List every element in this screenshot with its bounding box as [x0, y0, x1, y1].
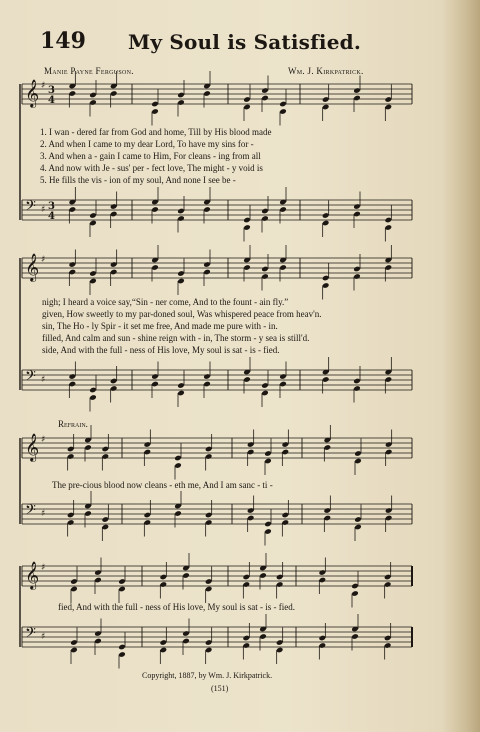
- lyric-line: 1. I wan - dered far from God and home, Till by His blood made: [40, 127, 272, 137]
- sharp-icon: ♯: [41, 205, 46, 215]
- bass-clef-icon: 𝄢: [25, 198, 36, 218]
- sharp-icon: ♯: [41, 375, 46, 385]
- sharp-icon: ♯: [41, 563, 46, 573]
- page-number: (151): [211, 684, 229, 693]
- lyric-line: 3. And when a - gain I came to Him, For cleans - ing from all: [40, 151, 261, 161]
- lyric-line: given, How sweetly to my par-doned soul, Was whispered peace from heav'n.: [42, 309, 322, 319]
- lyric-line: sin, The Ho - ly Spir - it set me free, And made me pure with - in.: [42, 321, 278, 331]
- sharp-icon: ♯: [41, 632, 46, 642]
- treble-clef-icon: 𝄞: [25, 253, 40, 281]
- refrain-lyric-line: The pre-cious blood now cleans - eth me, And I am sanc - ti -: [52, 480, 273, 490]
- bass-clef-icon: 𝄢: [25, 368, 36, 388]
- hymn-number: 149: [40, 28, 86, 54]
- refrain-label: Refrain.: [58, 419, 88, 429]
- verse-lyrics-block-1: [40, 126, 271, 186]
- composer-credit: Wm. J. Kirkpatrick.: [288, 66, 364, 76]
- lyric-line: 2. And when I came to my dear Lord, To have my sins for -: [40, 139, 254, 149]
- treble-clef-icon: 𝄞: [25, 79, 40, 107]
- final-lyric-line: fied, And with the full - ness of His love, My soul is sat - is - fied.: [58, 602, 295, 612]
- bass-clef-icon: 𝄢: [25, 502, 36, 522]
- lyric-line: 5. He fills the vis - ion of my soul, And none I see be -: [40, 175, 236, 185]
- verse-lyrics-block-2: [42, 296, 321, 356]
- copyright-notice: Copyright, 1887, by Wm. J. Kirkpatrick.: [142, 671, 273, 680]
- treble-clef-icon: 𝄞: [25, 561, 40, 589]
- hymn-title: My Soul is Satisfied.: [128, 30, 361, 54]
- sharp-icon: ♯: [41, 435, 46, 445]
- lyric-line: filled, And calm and sun - shine reign with - in, The storm - y sea is still'd.: [42, 333, 310, 343]
- time-signature-icon: 4: [48, 95, 55, 106]
- sharp-icon: ♯: [41, 509, 46, 519]
- sharp-icon: ♯: [41, 255, 46, 265]
- bass-clef-icon: 𝄢: [25, 625, 36, 645]
- time-signature-icon: 4: [48, 211, 55, 222]
- time-signature-icon: 3: [48, 85, 55, 96]
- time-signature-icon: 3: [48, 201, 55, 212]
- sharp-icon: ♯: [41, 81, 46, 91]
- lyric-line: side, And with the full - ness of His love, My soul is sat - is - fied.: [42, 345, 280, 355]
- lyricist-credit: Manie Payne Ferguson.: [44, 66, 134, 76]
- lyric-line: 4. And now with Je - sus' per - fect love, The might - y void is: [40, 163, 263, 173]
- treble-clef-icon: 𝄞: [25, 433, 40, 461]
- lyric-line: nigh; I heard a voice say,“Sin - ner come, And to the fount - ain fly.”: [42, 297, 289, 307]
